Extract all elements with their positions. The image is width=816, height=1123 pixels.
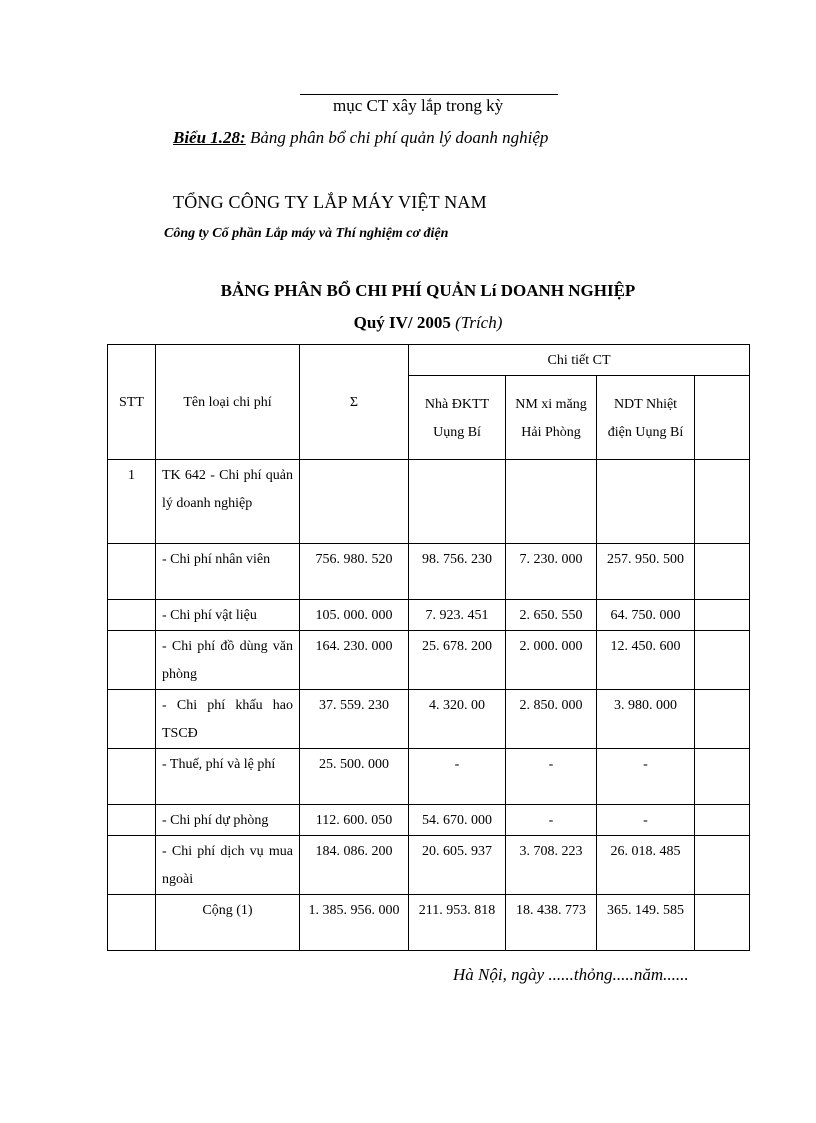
header-project-2: NM xi măng Hải Phòng xyxy=(506,376,597,460)
row-project-1 xyxy=(409,460,506,544)
row-project-4 xyxy=(695,836,750,895)
row-stt: 1 xyxy=(108,460,156,544)
report-title: BẢNG PHÂN BỔ CHI PHÍ QUẢN Lí DOANH NGHIỆP xyxy=(220,281,636,300)
row-project-1: 7. 923. 451 xyxy=(409,600,506,631)
row-sum: 184. 086. 200 xyxy=(300,836,409,895)
table-row xyxy=(108,631,750,690)
table-row xyxy=(108,690,750,749)
row-project-2: 2. 000. 000 xyxy=(506,631,597,690)
row-sum: 37. 559. 230 xyxy=(300,690,409,749)
row-project-2: - xyxy=(506,805,597,836)
row-project-4 xyxy=(695,690,750,749)
caption-text: Bảng phân bổ chi phí quản lý doanh nghiệp xyxy=(249,128,549,147)
row-project-4 xyxy=(695,460,750,544)
row-project-2: 3. 708. 223 xyxy=(506,836,597,895)
row-stt xyxy=(108,836,156,895)
figure-caption xyxy=(173,128,548,148)
row-expense-name: - Chi phí dịch vụ mua ngoài xyxy=(156,836,300,895)
row-expense-name: - Chi phí vật liệu xyxy=(156,600,300,631)
header-project-4 xyxy=(695,376,750,460)
row-project-1: 211. 953. 818 xyxy=(409,895,506,951)
row-project-1: 54. 670. 000 xyxy=(409,805,506,836)
row-stt xyxy=(108,749,156,805)
row-project-4 xyxy=(695,544,750,600)
row-stt xyxy=(108,544,156,600)
report-period xyxy=(0,313,816,333)
row-project-1: 98. 756. 230 xyxy=(409,544,506,600)
row-sum: 164. 230. 000 xyxy=(300,631,409,690)
row-stt xyxy=(108,600,156,631)
row-expense-name: - Chi phí nhân viên xyxy=(156,544,300,600)
row-stt xyxy=(108,895,156,951)
row-project-4 xyxy=(695,805,750,836)
table-row xyxy=(108,544,750,600)
org-name: TỔNG CÔNG TY LẮP MÁY VIỆT NAM xyxy=(173,192,487,212)
row-expense-name: - Chi phí đồ dùng văn phòng xyxy=(156,631,300,690)
row-project-2: - xyxy=(506,749,597,805)
continuation-line: mục CT xây lắp trong kỳ xyxy=(333,96,504,115)
quarter-label: Quý IV/ 2005 xyxy=(353,313,451,332)
table-row xyxy=(108,749,750,805)
row-project-3: 12. 450. 600 xyxy=(597,631,695,690)
row-project-3: - xyxy=(597,749,695,805)
top-rule xyxy=(300,94,558,95)
caption-label: Biểu 1.28: xyxy=(173,128,246,147)
table-row xyxy=(108,600,750,631)
row-project-1: - xyxy=(409,749,506,805)
table-row xyxy=(108,836,750,895)
row-project-2: 2. 850. 000 xyxy=(506,690,597,749)
row-sum: 105. 000. 000 xyxy=(300,600,409,631)
row-project-4 xyxy=(695,631,750,690)
header-project-3: NDT Nhiệt điện Uụng Bí xyxy=(597,376,695,460)
row-project-2: 7. 230. 000 xyxy=(506,544,597,600)
header-row-1 xyxy=(108,345,750,376)
row-project-1: 4. 320. 00 xyxy=(409,690,506,749)
row-expense-name: - Chi phí dự phòng xyxy=(156,805,300,836)
row-expense-name: - Thuế, phí và lệ phí xyxy=(156,749,300,805)
row-sum: 756. 980. 520 xyxy=(300,544,409,600)
header-stt: STT xyxy=(108,345,156,460)
row-project-4 xyxy=(695,895,750,951)
row-project-2 xyxy=(506,460,597,544)
excerpt-note: (Trích) xyxy=(455,313,503,332)
row-project-3: 257. 950. 500 xyxy=(597,544,695,600)
row-sum xyxy=(300,460,409,544)
table-row xyxy=(108,805,750,836)
row-project-2: 18. 438. 773 xyxy=(506,895,597,951)
table-row xyxy=(108,460,750,544)
header-sum: Σ xyxy=(300,345,409,460)
row-sum: 25. 500. 000 xyxy=(300,749,409,805)
row-project-3: 3. 980. 000 xyxy=(597,690,695,749)
row-project-3: - xyxy=(597,805,695,836)
row-project-4 xyxy=(695,600,750,631)
row-project-3: 365. 149. 585 xyxy=(597,895,695,951)
row-expense-name: Cộng (1) xyxy=(156,895,300,951)
place-date: Hà Nội, ngày ......thỏng.....năm...... xyxy=(453,965,689,984)
table-row xyxy=(108,895,750,951)
allocation-table xyxy=(107,344,750,951)
row-sum: 112. 600. 050 xyxy=(300,805,409,836)
row-expense-name: - Chi phí khấu hao TSCĐ xyxy=(156,690,300,749)
row-project-3: 26. 018. 485 xyxy=(597,836,695,895)
row-project-3: 64. 750. 000 xyxy=(597,600,695,631)
row-stt xyxy=(108,690,156,749)
header-expense-type: Tên loại chi phí xyxy=(156,345,300,460)
company-name: Công ty Cổ phần Lắp máy và Thí nghiệm cơ điện xyxy=(164,226,449,241)
row-project-4 xyxy=(695,749,750,805)
row-project-1: 20. 605. 937 xyxy=(409,836,506,895)
row-sum: 1. 385. 956. 000 xyxy=(300,895,409,951)
row-expense-name: TK 642 - Chi phí quản lý doanh nghiệp xyxy=(156,460,300,544)
row-project-2: 2. 650. 550 xyxy=(506,600,597,631)
header-detail: Chi tiết CT xyxy=(409,345,750,376)
row-stt xyxy=(108,631,156,690)
header-project-1: Nhà ĐKTT Uụng Bí xyxy=(409,376,506,460)
row-project-3 xyxy=(597,460,695,544)
row-stt xyxy=(108,805,156,836)
row-project-1: 25. 678. 200 xyxy=(409,631,506,690)
